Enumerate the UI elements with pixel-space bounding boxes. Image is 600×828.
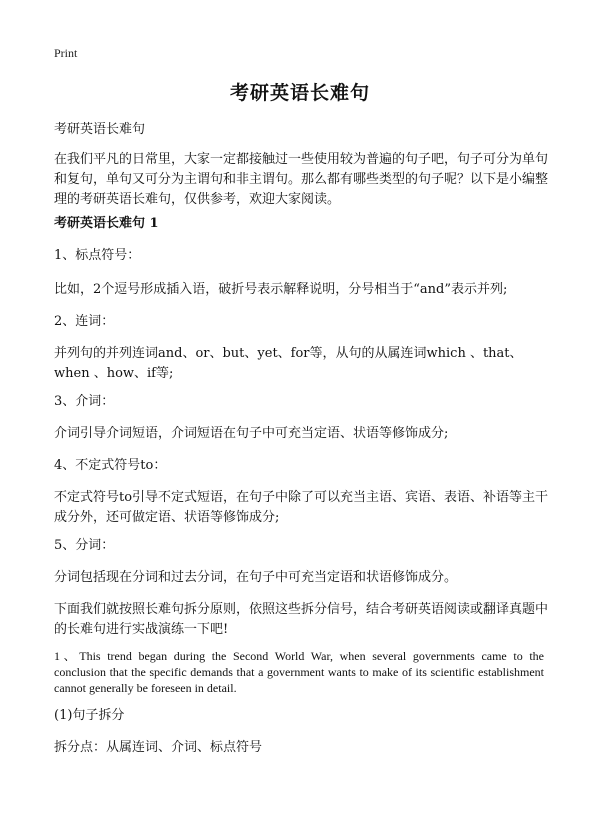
item-heading-2: 2、连词：: [54, 314, 115, 329]
split-points: 拆分点：从属连词、介词、标点符号: [54, 740, 263, 755]
page-title: 考研英语长难句: [229, 82, 370, 104]
item-body-3: 介词引导介词短语，介词短语在句子中可充当定语、状语等修饰成分;: [54, 426, 449, 441]
example-sentence: 1、This trend began during the Second World War, when several governments came to the conclusion that the specific demands that a government wants to make of its scientific establishment cannot generally be foreseen in detail.: [54, 649, 544, 695]
item-heading-5: 5、分词：: [54, 538, 115, 553]
item-body-1: 比如，2个逗号形成插入语，破折号表示解释说明，分号相当于“and”表示并列;: [54, 282, 508, 297]
intro-paragraph: 在我们平凡的日常里，大家一定都接触过一些使用较为普遍的句子吧，句子可分为单句和复句，单句又可分为主谓句和非主谓句。那么都有哪些类型的句子呢？以下是小编整理的考研英语长难句，仅供参考，欢迎大家阅读。: [54, 152, 549, 207]
item-heading-1: 1、标点符号：: [54, 248, 141, 263]
item-heading-4: 4、不定式符号to：: [54, 458, 167, 473]
item-body-5: 分词包括现在分词和过去分词，在句子中可充当定语和状语修饰成分。: [54, 570, 458, 585]
item-body-4: 不定式符号to引导不定式短语，在句子中除了可以充当主语、宾语、表语、补语等主干成分外，还可做定语、状语等修饰成分;: [54, 490, 549, 525]
print-link[interactable]: Print: [54, 46, 78, 60]
subtitle: 考研英语长难句: [54, 122, 146, 137]
item-body-2: 并列句的并列连词and、or、but、yet、for等，从句的从属连词which 、that、when 、how、if等;: [54, 346, 523, 381]
item-heading-3: 3、介词：: [54, 394, 115, 409]
split-heading: (1)句子拆分: [54, 708, 125, 723]
section-heading: 考研英语长难句 1: [54, 216, 159, 231]
transition-paragraph: 下面我们就按照长难句拆分原则，依照这些拆分信号，结合考研英语阅读或翻译真题中的长难句进行实战演练一下吧!: [54, 602, 549, 637]
